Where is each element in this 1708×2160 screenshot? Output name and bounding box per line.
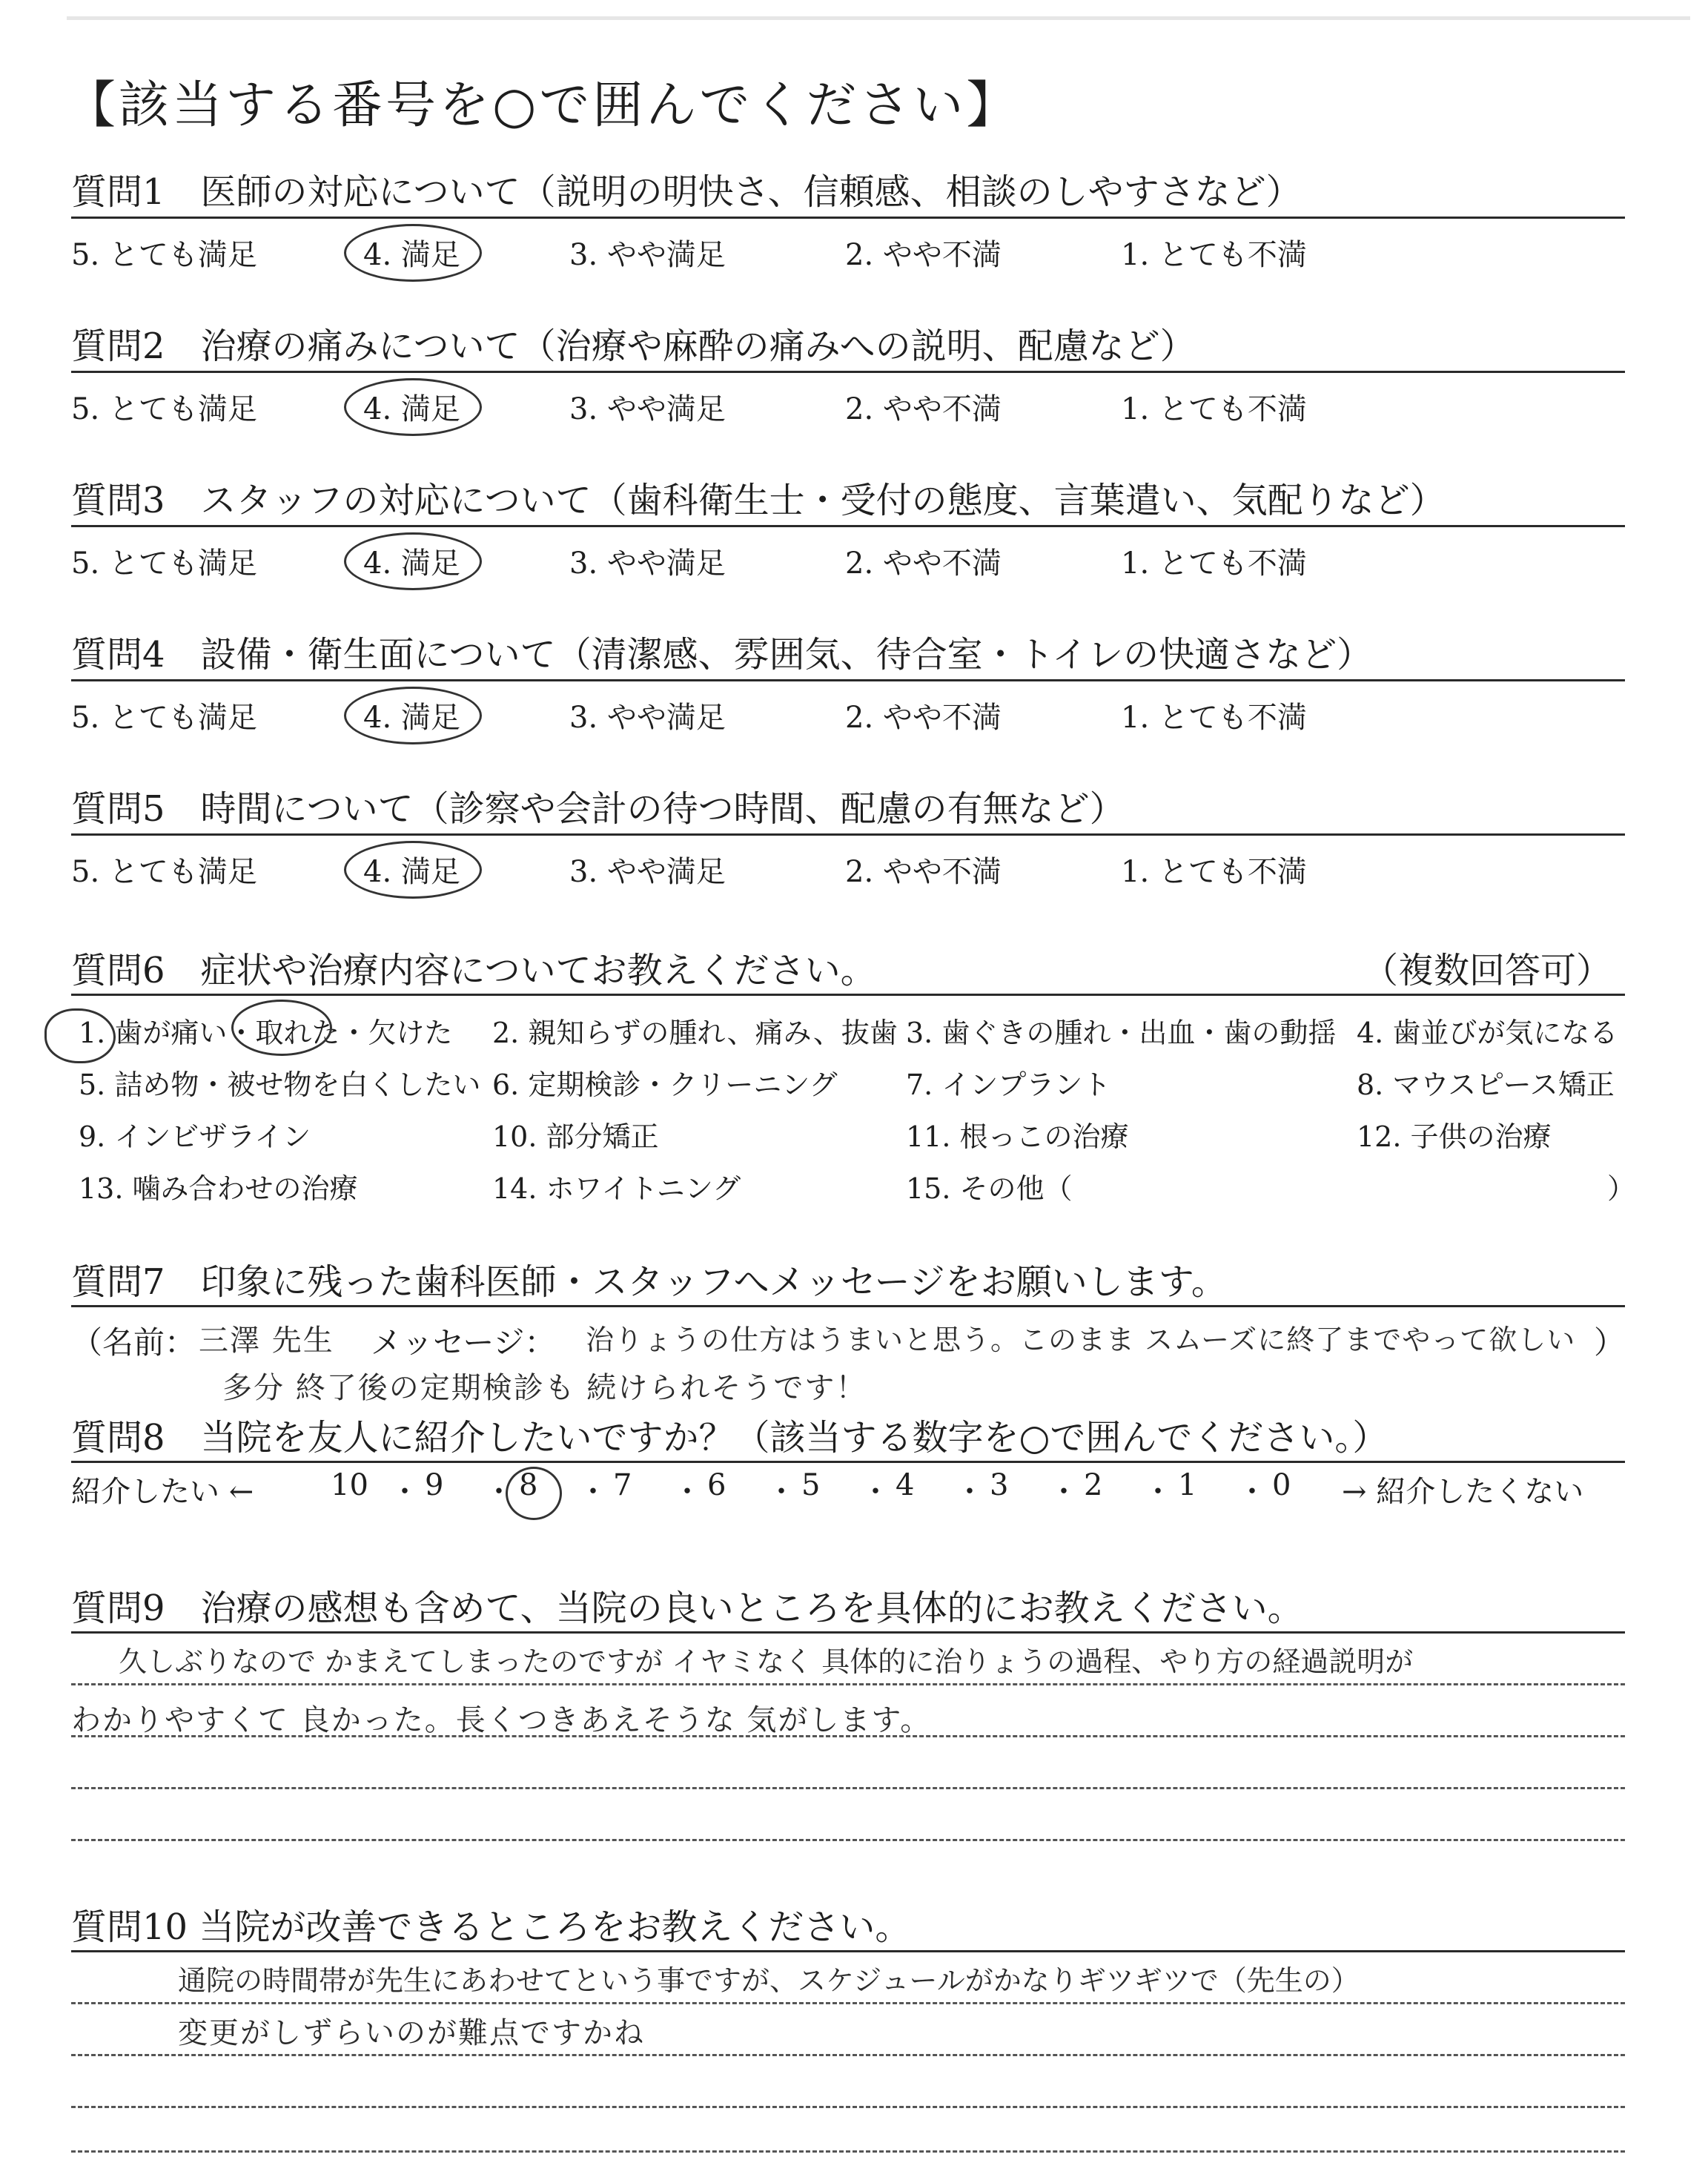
q8-scale-2: 2 — [1084, 1468, 1103, 1502]
sheet-title: 【該当する番号を○で囲んでください】 — [65, 76, 1020, 135]
q9-line — [71, 1735, 1625, 1737]
q1-option-4: 4. 満足 — [363, 238, 460, 272]
q7-message-label: メッセージ： — [371, 1324, 556, 1361]
q9-answer-line2: わかりやすくて 良かった。長くつきあえそうな 気がします。 — [71, 1703, 932, 1737]
q1-option-2: 2. やや不満 — [845, 238, 1002, 272]
q5-rule — [71, 833, 1625, 836]
q5-option-3: 3. やや満足 — [569, 855, 726, 889]
q8-answer-mark — [506, 1467, 562, 1520]
q6-word-mark — [231, 1000, 332, 1056]
q9-line — [71, 1839, 1625, 1841]
q1-rule — [71, 217, 1625, 219]
q6-option-8: 8. マウスピース矯正 — [1357, 1069, 1615, 1101]
q4-option-5: 5. とても満足 — [71, 701, 257, 735]
q3-option-5: 5. とても満足 — [71, 546, 257, 581]
q6-option-13: 13. 噛み合わせの治療 — [79, 1172, 358, 1205]
q3-option-3: 3. やや満足 — [569, 546, 726, 581]
q8-left-label: 紹介したい ← — [71, 1475, 254, 1509]
q6-option-14: 14. ホワイトニング — [492, 1172, 741, 1205]
q6-title: 質問6 症状や治療内容についてお教えください。 — [71, 950, 876, 991]
q3-option-1: 1. とても不満 — [1121, 546, 1307, 581]
q8-scale-8: 8 — [519, 1468, 538, 1502]
q2-option-4: 4. 満足 — [363, 392, 460, 426]
q3-option-2: 2. やや不満 — [845, 546, 1002, 581]
q5-option-4: 4. 満足 — [363, 855, 460, 889]
q8-rule — [71, 1461, 1625, 1463]
q10-rule — [71, 1950, 1625, 1952]
q10-line — [71, 2054, 1625, 2056]
q8-scale-9: 9 — [425, 1468, 444, 1502]
q8-scale-separator: ・ — [1143, 1475, 1173, 1509]
q8-right-label: → 紹介したくない — [1342, 1475, 1584, 1509]
q6-option-11: 11. 根っこの治療 — [906, 1120, 1129, 1153]
q10-line — [71, 2002, 1625, 2004]
q6-answer-mark — [44, 1008, 116, 1063]
q4-title: 質問4 設備・衛生面について（清潔感、雰囲気、待合室・トイレの快適さなど） — [71, 634, 1373, 676]
q10-answer-line2: 変更がしずらいのが難点ですかね — [178, 2016, 645, 2050]
q8-scale-separator: ・ — [861, 1475, 890, 1509]
q4-answer-mark — [344, 687, 482, 744]
scan-top-edge — [67, 16, 1690, 20]
q5-option-2: 2. やや不満 — [845, 855, 1002, 889]
q3-answer-mark — [344, 532, 482, 590]
q7-name-value: 三澤 先生 — [199, 1324, 334, 1358]
q1-option-1: 1. とても不満 — [1121, 238, 1307, 272]
q7-title: 質問7 印象に残った歯科医師・スタッフへメッセージをお願いします。 — [71, 1261, 1227, 1303]
q6-option-10: 10. 部分矯正 — [492, 1120, 659, 1153]
q8-scale-separator: ・ — [578, 1475, 608, 1509]
q8-scale-3: 3 — [990, 1468, 1009, 1502]
q1-answer-mark — [344, 224, 482, 282]
q8-scale-separator: ・ — [955, 1475, 984, 1509]
q6-option-12: 12. 子供の治療 — [1357, 1120, 1552, 1153]
q5-title: 質問5 時間について（診察や会計の待つ時間、配慮の有無など） — [71, 788, 1125, 830]
q7-message-line1: 治りょうの仕方はうまいと思う。このまま スムーズに終了までやって欲しい — [586, 1324, 1576, 1356]
q9-line — [71, 1787, 1625, 1789]
q7-rule — [71, 1305, 1625, 1307]
q8-scale-7: 7 — [613, 1468, 632, 1502]
q7-name-label: （名前： — [71, 1324, 196, 1361]
q2-option-5: 5. とても満足 — [71, 392, 257, 426]
q10-answer-line1: 通院の時間帯が先生にあわせてという事ですが、スケジュールがかなりギツギツで（先生の） — [178, 1964, 1360, 1997]
q1-option-3: 3. やや満足 — [569, 238, 726, 272]
q8-scale-separator: ・ — [1237, 1475, 1267, 1509]
q9-answer-line1: 久しぶりなので かまえてしまったのですが イヤミなく 具体的に治りょうの過程、やり方の経過説明が — [119, 1645, 1414, 1678]
q6-option-1: 1. 歯が痛い・取れた・欠けた — [79, 1017, 453, 1049]
q2-title: 質問2 治療の痛みについて（治療や麻酔の痛みへの説明、配慮など） — [71, 326, 1196, 367]
q10-title: 質問10 当院が改善できるところをお教えください。 — [71, 1906, 911, 1948]
q3-option-4: 4. 満足 — [363, 546, 460, 581]
q8-scale-separator: ・ — [672, 1475, 702, 1509]
q9-rule — [71, 1631, 1625, 1634]
q6-option-7: 7. インプラント — [906, 1069, 1111, 1101]
q10-line — [71, 2106, 1625, 2108]
q8-scale-separator: ・ — [390, 1475, 420, 1509]
q9-title: 質問9 治療の感想も含めて、当院の良いところを具体的にお教えください。 — [71, 1588, 1303, 1629]
q8-scale-separator: ・ — [767, 1475, 796, 1509]
q4-rule — [71, 679, 1625, 681]
q5-option-5: 5. とても満足 — [71, 855, 257, 889]
q6-option-3: 3. 歯ぐきの腫れ・出血・歯の動揺 — [906, 1017, 1337, 1049]
q6-multi-note: （複数回答可） — [1363, 950, 1612, 991]
q2-option-1: 1. とても不満 — [1121, 392, 1307, 426]
q8-scale-6: 6 — [707, 1468, 726, 1502]
q7-close-paren: ） — [1594, 1324, 1626, 1361]
q7-message-line2: 多分 終了後の定期検診も 続けられそうです！ — [222, 1371, 867, 1405]
q8-scale-separator: ・ — [1049, 1475, 1079, 1509]
q3-title: 質問3 スタッフの対応について（歯科衛生士・受付の態度、言葉遣い、気配りなど） — [71, 480, 1446, 521]
q6-option-15: 15. その他（ — [906, 1172, 1073, 1205]
q9-line — [71, 1683, 1625, 1685]
q2-answer-mark — [344, 378, 482, 436]
q2-option-2: 2. やや不満 — [845, 392, 1002, 426]
q6-option-6: 6. 定期検診・クリーニング — [492, 1069, 838, 1101]
q6-other-close: ） — [1607, 1172, 1636, 1205]
q6-option-4: 4. 歯並びが気になる — [1357, 1017, 1618, 1049]
q8-scale-0: 0 — [1272, 1468, 1291, 1502]
q8-scale-1: 1 — [1178, 1468, 1197, 1502]
q6-option-9: 9. インビザライン — [79, 1120, 311, 1153]
q8-scale-separator: ・ — [484, 1475, 514, 1509]
q8-scale-10: 10 — [331, 1468, 368, 1502]
q8-title: 質問8 当院を友人に紹介したいですか？（該当する数字を○で囲んでください。） — [71, 1417, 1388, 1459]
q3-rule — [71, 525, 1625, 527]
q6-option-2: 2. 親知らずの腫れ、痛み、抜歯 — [492, 1017, 898, 1049]
q8-scale-5: 5 — [801, 1468, 821, 1502]
q5-option-1: 1. とても不満 — [1121, 855, 1307, 889]
q6-option-5: 5. 詰め物・被せ物を白くしたい — [79, 1069, 481, 1101]
q6-rule — [71, 994, 1625, 996]
q4-option-3: 3. やや満足 — [569, 701, 726, 735]
q1-option-5: 5. とても満足 — [71, 238, 257, 272]
q4-option-1: 1. とても不満 — [1121, 701, 1307, 735]
q4-option-2: 2. やや不満 — [845, 701, 1002, 735]
q10-line — [71, 2150, 1625, 2153]
q2-rule — [71, 371, 1625, 373]
q2-option-3: 3. やや満足 — [569, 392, 726, 426]
q8-scale-4: 4 — [896, 1468, 915, 1502]
q5-answer-mark — [344, 841, 482, 899]
q1-title: 質問1 医師の対応について（説明の明快さ、信頼感、相談のしやすさなど） — [71, 171, 1302, 213]
q4-option-4: 4. 満足 — [363, 701, 460, 735]
